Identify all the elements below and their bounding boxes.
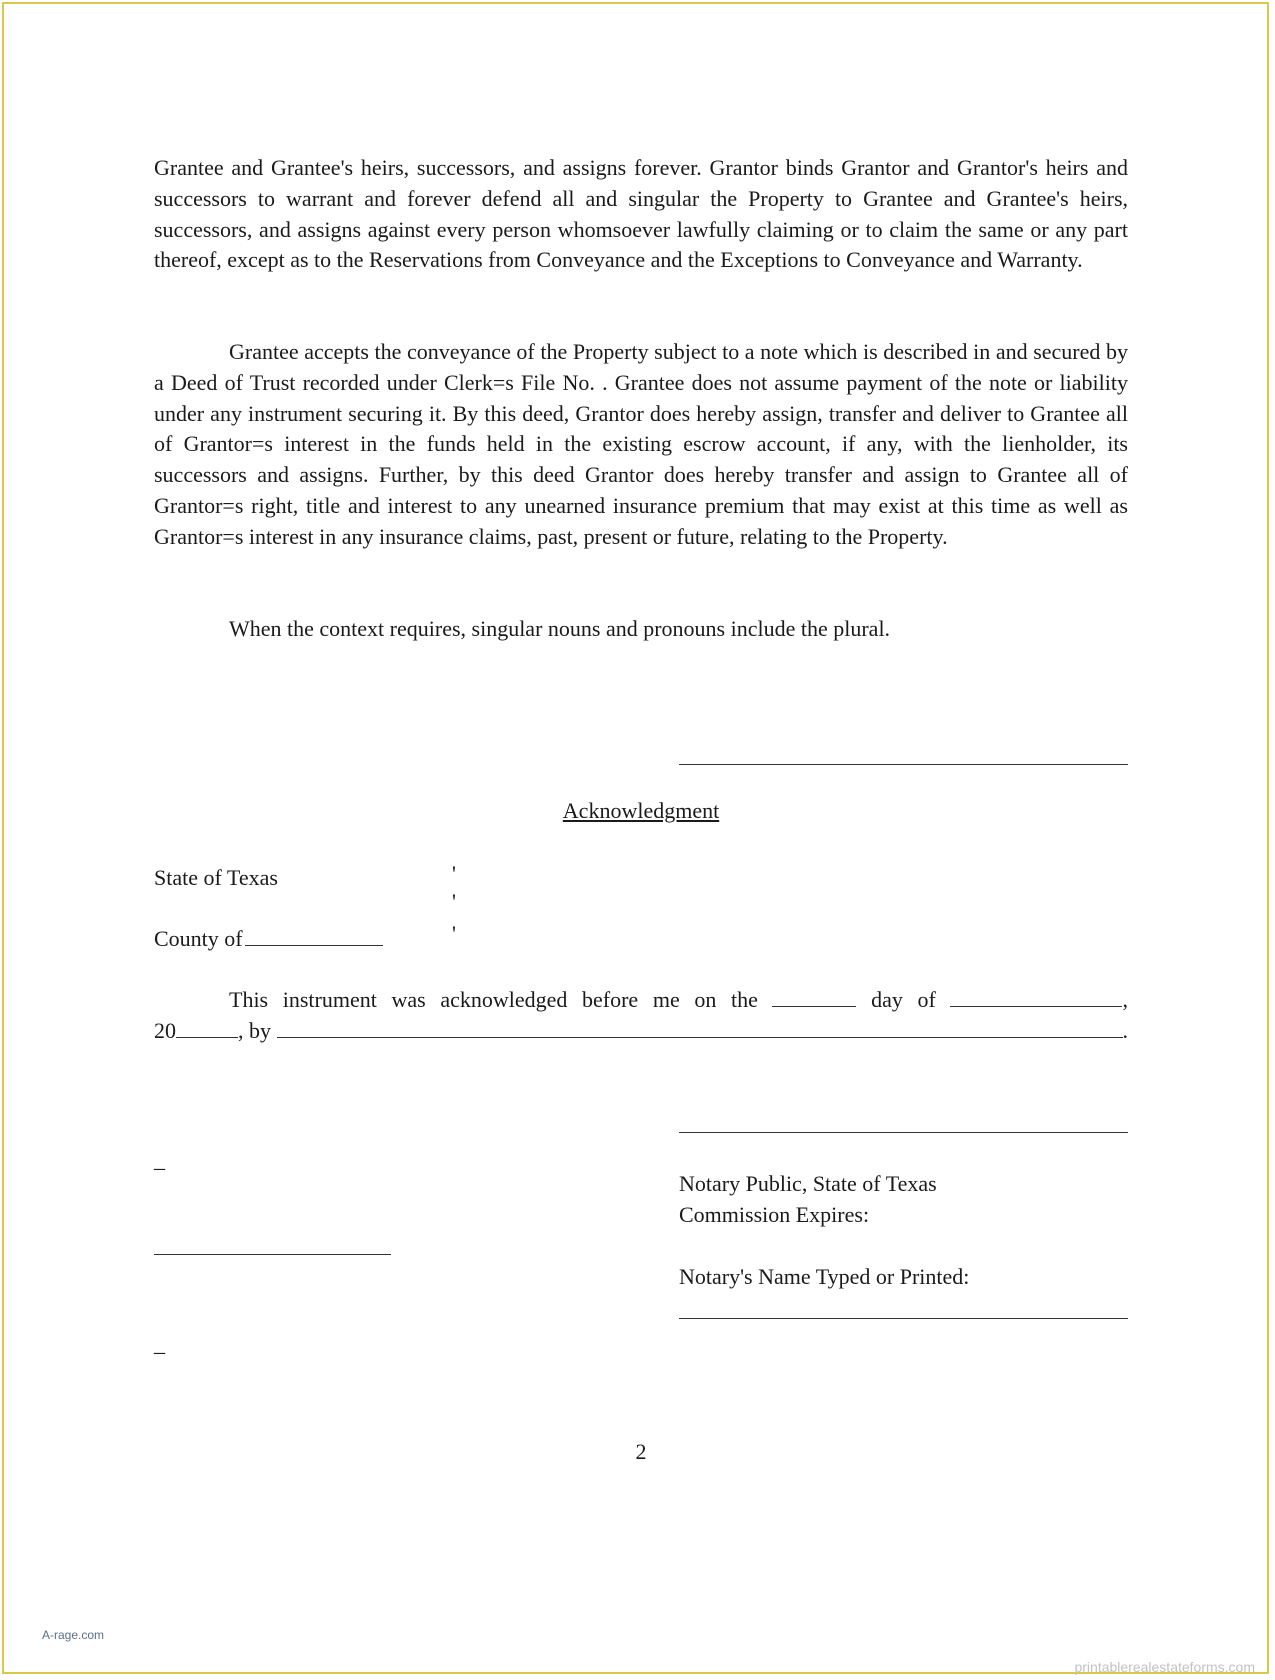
- venue-mark: ': [452, 861, 456, 886]
- ack-word: on: [694, 987, 717, 1012]
- month-blank: [950, 986, 1122, 1007]
- ack-word: This: [229, 987, 269, 1012]
- acknowledgment-line-2: [154, 1015, 1128, 1046]
- paragraph-warranty-continuation: Grantee and Grantee's heirs, successors, and assigns forever. Grantor binds Grantor and Grantor's heirs and successors to warrant and forever defend all and singular the Property to Grantee and Grantee's heirs, successors, and assigns against every person whomsoever lawfully claiming or to claim the same or any part thereof, except as to the Reservations from Conveyance and the Exceptions to Conveyance and Warranty.: [154, 155, 1128, 273]
- commission-expires-label: Commission Expires:: [679, 1202, 870, 1227]
- ack-word: instrument: [282, 987, 377, 1012]
- acknowledger-blank: [277, 1017, 1123, 1038]
- grantor-signature-line: [679, 764, 1128, 765]
- day-blank: [772, 986, 856, 1007]
- ack-word: before: [582, 987, 639, 1012]
- ack-word: ,: [1122, 987, 1128, 1012]
- paragraph-context: When the context requires, singular nouns and pronouns include the plural.: [229, 616, 891, 641]
- county-label: [154, 924, 383, 954]
- venue-mark: ': [452, 921, 456, 946]
- county-label-text: County of: [154, 926, 243, 951]
- ack-word: was: [391, 987, 426, 1012]
- acknowledgment-heading: Acknowledgment: [562, 798, 720, 823]
- state-label: State of Texas: [154, 865, 278, 890]
- ack-word: the: [730, 987, 758, 1012]
- acknowledgment-line-1: [154, 984, 1128, 1015]
- ack-word: me: [652, 987, 680, 1012]
- notary-name-line: [679, 1318, 1128, 1319]
- notary-name-label: Notary's Name Typed or Printed:: [679, 1264, 970, 1289]
- stray-dash: _: [154, 1147, 165, 1172]
- page-frame: [2, 2, 1269, 1674]
- ack-word: .: [1122, 1018, 1128, 1043]
- ack-word: , by: [238, 1018, 271, 1043]
- left-signature-line: [154, 1254, 391, 1255]
- watermark-left: A-rage.com: [42, 1628, 105, 1642]
- page-number: 2: [635, 1439, 647, 1464]
- county-blank: [245, 925, 383, 946]
- stray-dash: _: [154, 1331, 165, 1356]
- watermark-right: printablerealestateforms.com: [1074, 1659, 1255, 1675]
- ack-word: day: [871, 987, 903, 1012]
- document-page: [154, 4, 1128, 1672]
- paragraph-grantee-accepts: Grantee accepts the conveyance of the Property subject to a note which is described in and secured by a Deed of Trust recorded under Clerk=s File No. . Grantee does not assume payment of the note or liability under any instrument securing it. By this deed, Grantor does hereby assign, transfer and deliver to Grantee all of Grantor=s interest in the funds held in the existing escrow account, if any, with the lienholder, its successors and assigns. Further, by this deed Grantor does hereby transfer and assign to Grantee all of Grantor=s right, title and interest to any unearned insurance premium that may exist at this time as well as Grantor=s interest in any insurance claims, past, present or future, relating to the Property.: [154, 339, 1128, 549]
- notary-public-label: Notary Public, State of Texas: [679, 1171, 937, 1196]
- venue-mark: ': [452, 889, 456, 914]
- ack-word: of: [917, 987, 936, 1012]
- ack-word: acknowledged: [440, 987, 568, 1012]
- notary-signature-line: [679, 1132, 1128, 1133]
- year-blank: [176, 1017, 238, 1038]
- ack-word: 20: [154, 1018, 176, 1043]
